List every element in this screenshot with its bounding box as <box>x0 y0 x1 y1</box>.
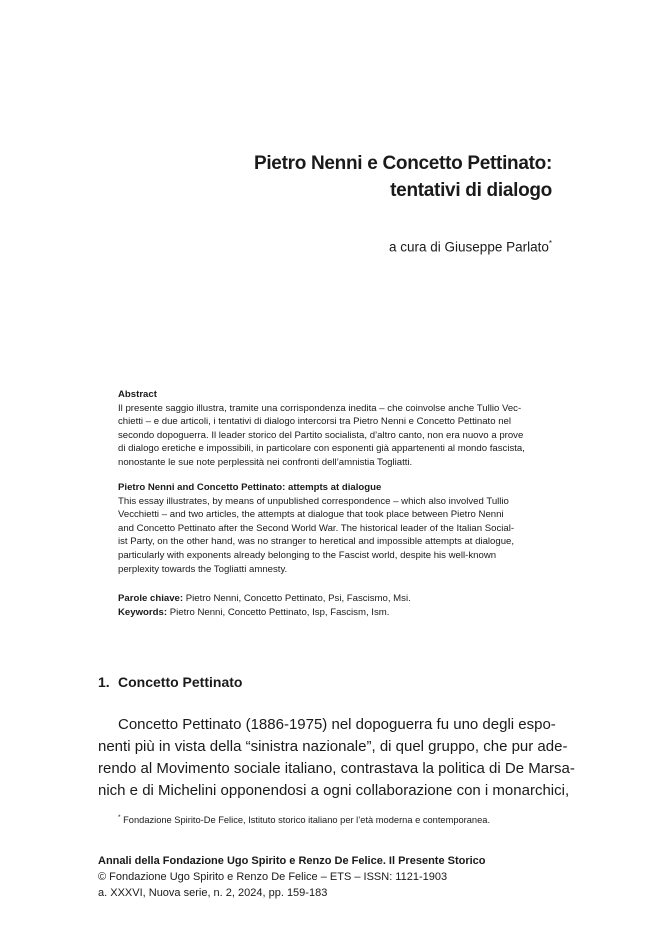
abstract-en-line: This essay illustrates, by means of unpublished correspondence – which also involved Tullio <box>118 495 509 507</box>
keywords-it-label: Parole chiave: <box>118 593 184 604</box>
article-title <box>254 150 552 204</box>
body-line: nenti più in vista della “sinistra nazionale”, di quel gruppo, che pur ade- <box>98 738 568 755</box>
journal-info <box>98 853 486 901</box>
body-line: Concetto Pettinato (1886-1975) nel dopoguerra fu uno degli espo- <box>118 716 556 733</box>
abstract-italian <box>118 388 552 470</box>
footnote <box>118 814 490 825</box>
keywords-it-value: Pietro Nenni, Concetto Pettinato, Psi, Fascismo, Msi. <box>185 593 411 604</box>
abstract-en-line: Vecchietti – and two articles, the attempts at dialogue that took place between Pietro Nenni <box>118 509 504 521</box>
author-line <box>389 239 552 255</box>
abstract-it-line: di dialogo eretiche e impossibili, in particolare con esponenti già appartenenti al mondo fascista, <box>118 443 525 455</box>
abstract-en-line: and Concetto Pettinato after the Second World War. The historical leader of the Italian Social- <box>118 522 515 534</box>
keywords-block <box>118 592 552 619</box>
keywords-italian <box>118 592 552 606</box>
journal-copyright: © Fondazione Ugo Spirito e Renzo De Felice – ETS – ISSN: 1121-1903 <box>98 871 448 883</box>
body-paragraph <box>98 714 575 802</box>
journal-issue: a. XXXVI, Nuova serie, n. 2, 2024, pp. 159-183 <box>98 887 328 899</box>
abstract-it-line: secondo dopoguerra. Il leader storico del Partito socialista, d’altro canto, non era nuovo a prove <box>118 429 524 441</box>
footnote-mark: * <box>118 814 121 821</box>
abstract-english <box>118 481 552 576</box>
section-number: 1. <box>98 674 110 690</box>
body-line: nich e di Michelini opponendosi a ogni collaborazione con i monarchici, <box>98 782 570 799</box>
title-line-2: tentativi di dialogo <box>390 180 552 201</box>
body-line: rendo al Movimento sociale italiano, contrastava la politica di De Marsa- <box>98 760 575 777</box>
title-line-1: Pietro Nenni e Concetto Pettinato: <box>253 153 552 174</box>
section-title: Concetto Pettinato <box>118 674 243 690</box>
footnote-text: Fondazione Spirito-De Felice, Istituto storico italiano per l’età moderna e contemporanea. <box>123 815 491 826</box>
abstract-it-line: nonostante le sue note perplessità nei confronti dell’amnistia Togliatti. <box>118 456 413 468</box>
abstract-it-line: chietti – e due articoli, i tentativi di dialogo intercorsi tra Pietro Nenni e Concetto Pettinato nel <box>118 416 512 428</box>
journal-title: Annali della Fondazione Ugo Spirito e Renzo De Felice. Il Presente Storico <box>98 855 486 867</box>
author-footnote-mark[interactable]: * <box>548 239 552 248</box>
abstract-en-heading: Pietro Nenni and Concetto Pettinato: attempts at dialogue <box>118 482 382 493</box>
keywords-english <box>118 606 552 620</box>
keywords-en-label: Keywords: <box>118 606 168 618</box>
abstract-en-line: perplexity towards the Togliatti amnesty. <box>118 563 288 575</box>
section-heading <box>98 674 242 690</box>
author-name: a cura di Giuseppe Parlato <box>389 239 549 255</box>
abstract-heading: Abstract <box>118 389 157 400</box>
keywords-en-value: Pietro Nenni, Concetto Pettinato, Isp, Fascism, Ism. <box>169 606 390 618</box>
abstract-it-line: Il presente saggio illustra, tramite una corrispondenza inedita – che coinvolse anche Tullio Vec- <box>118 402 522 414</box>
abstract-en-line: particularly with exponents already belonging to the Fascist world, despite his well-known <box>118 549 497 561</box>
abstract-en-line: ist Party, on the other hand, was no stranger to heretical and impossible attempts at dialogue, <box>118 536 515 548</box>
